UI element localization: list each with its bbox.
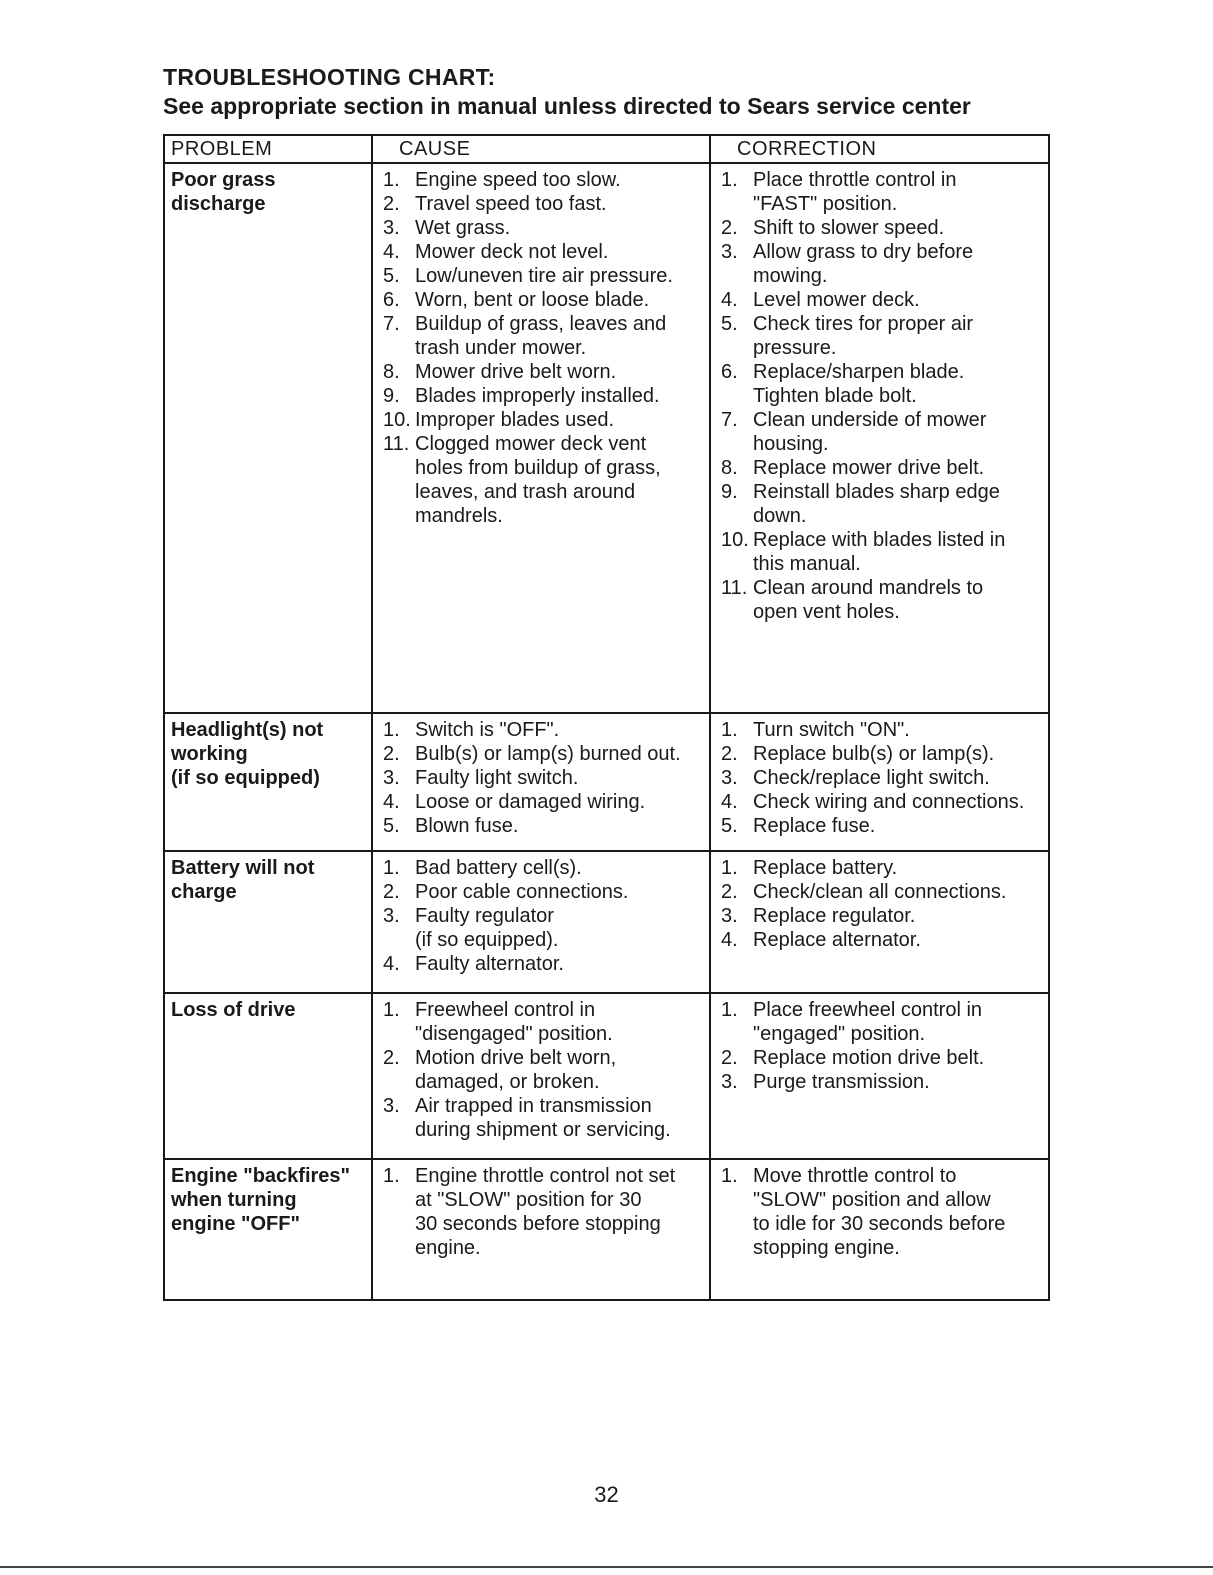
item-text: Replace regulator.	[753, 905, 916, 927]
item-number: 3.	[383, 905, 400, 927]
item-number: 4.	[383, 791, 400, 813]
list-item	[717, 288, 1044, 312]
item-text: Loose or damaged wiring.	[415, 791, 646, 813]
list-item	[717, 480, 1044, 528]
troubleshooting-table	[163, 134, 1050, 1301]
list-item	[717, 742, 1044, 766]
item-number: 3.	[721, 767, 738, 789]
bottom-rule	[0, 1566, 1213, 1568]
column-header-problem: PROBLEM	[164, 135, 372, 163]
problem-cell	[164, 851, 372, 993]
item-text: Travel speed too fast.	[415, 193, 607, 215]
item-number: 10.	[721, 529, 749, 551]
list-item	[379, 432, 705, 528]
item-text: Check/clean all connections.	[753, 881, 1007, 903]
item-number: 9.	[721, 481, 738, 503]
item-text: Clean around mandrels to open vent holes.	[753, 577, 984, 623]
item-number: 3.	[721, 1071, 738, 1093]
correction-cell	[710, 163, 1049, 713]
list-item	[379, 904, 705, 952]
list-item	[379, 718, 705, 742]
list-item	[379, 216, 705, 240]
correction-list	[717, 718, 1044, 838]
item-text: Turn switch "ON".	[753, 719, 910, 741]
item-text: Replace alternator.	[753, 929, 921, 951]
item-number: 2.	[383, 881, 400, 903]
item-number: 2.	[721, 881, 738, 903]
list-item	[717, 576, 1044, 624]
item-text: Engine throttle control not set at "SLOW" position for 30 30 seconds before stopping engine.	[415, 1165, 676, 1259]
list-item	[379, 856, 705, 880]
item-number: 10.	[383, 409, 411, 431]
item-number: 3.	[383, 1095, 400, 1117]
page-title: TROUBLESHOOTING CHART:	[163, 64, 496, 90]
item-text: Check tires for proper air pressure.	[753, 313, 974, 359]
item-text: Switch is "OFF".	[415, 719, 560, 741]
table-row	[164, 713, 1049, 851]
list-item	[379, 1164, 705, 1260]
correction-list	[717, 1164, 1044, 1260]
item-number: 7.	[383, 313, 400, 335]
item-text: Motion drive belt worn, damaged, or broken.	[415, 1047, 617, 1093]
list-item	[717, 456, 1044, 480]
item-number: 3.	[383, 767, 400, 789]
item-number: 5.	[721, 815, 738, 837]
item-number: 8.	[383, 361, 400, 383]
item-text: Bulb(s) or lamp(s) burned out.	[415, 743, 681, 765]
item-number: 4.	[721, 289, 738, 311]
item-text: Replace battery.	[753, 857, 898, 879]
item-text: Replace bulb(s) or lamp(s).	[753, 743, 995, 765]
table-header-row	[164, 135, 1049, 163]
item-text: Reinstall blades sharp edge down.	[753, 481, 1000, 527]
item-text: Faulty regulator (if so equipped).	[415, 905, 559, 951]
item-number: 1.	[721, 857, 738, 879]
item-text: Allow grass to dry before mowing.	[753, 241, 974, 287]
list-item	[717, 1046, 1044, 1070]
table-row	[164, 993, 1049, 1159]
cause-list	[379, 998, 705, 1142]
page-subtitle: See appropriate section in manual unless directed to Sears service center	[163, 93, 971, 119]
cause-list	[379, 168, 705, 528]
column-header-correction: CORRECTION	[710, 135, 1049, 163]
item-number: 7.	[721, 409, 738, 431]
item-text: Low/uneven tire air pressure.	[415, 265, 673, 287]
list-item	[379, 814, 705, 838]
list-item	[379, 408, 705, 432]
item-text: Blown fuse.	[415, 815, 519, 837]
item-text: Replace fuse.	[753, 815, 876, 837]
item-text: Mower drive belt worn.	[415, 361, 617, 383]
item-number: 1.	[721, 169, 738, 191]
problem-line: Poor grass	[171, 169, 276, 191]
item-text: Bad battery cell(s).	[415, 857, 582, 879]
item-number: 3.	[383, 217, 400, 239]
item-text: Faulty alternator.	[415, 953, 564, 975]
item-number: 5.	[383, 265, 400, 287]
item-text: Shift to slower speed.	[753, 217, 945, 239]
cause-cell	[372, 851, 710, 993]
problem-line: engine "OFF"	[171, 1213, 300, 1235]
item-number: 9.	[383, 385, 400, 407]
cause-cell	[372, 163, 710, 713]
list-item	[717, 528, 1044, 576]
item-text: Purge transmission.	[753, 1071, 930, 1093]
cause-list	[379, 856, 705, 976]
correction-cell	[710, 713, 1049, 851]
list-item	[379, 384, 705, 408]
list-item	[717, 1164, 1044, 1260]
problem-line: (if so equipped)	[171, 767, 320, 789]
list-item	[717, 928, 1044, 952]
item-text: Place freewheel control in "engaged" position.	[753, 999, 983, 1045]
item-number: 5.	[721, 313, 738, 335]
problem-line: Loss of drive	[171, 999, 296, 1021]
list-item	[717, 216, 1044, 240]
item-text: Place throttle control in "FAST" position.	[753, 169, 957, 215]
list-item	[379, 766, 705, 790]
item-text: Engine speed too slow.	[415, 169, 621, 191]
correction-cell	[710, 993, 1049, 1159]
item-text: Air trapped in transmission during shipment or servicing.	[415, 1095, 671, 1141]
item-number: 8.	[721, 457, 738, 479]
item-number: 4.	[721, 791, 738, 813]
problem-line: charge	[171, 881, 237, 903]
item-number: 11.	[721, 577, 748, 599]
problem-line: Headlight(s) not	[171, 719, 324, 741]
item-number: 1.	[383, 857, 400, 879]
correction-list	[717, 168, 1044, 624]
list-item	[717, 790, 1044, 814]
item-number: 1.	[383, 719, 400, 741]
item-text: Improper blades used.	[415, 409, 615, 431]
item-number: 1.	[383, 1165, 400, 1187]
item-text: Blades improperly installed.	[415, 385, 660, 407]
item-number: 1.	[721, 999, 738, 1021]
item-number: 2.	[721, 1047, 738, 1069]
list-item	[717, 312, 1044, 360]
table-row	[164, 851, 1049, 993]
list-item	[379, 952, 705, 976]
item-number: 6.	[383, 289, 400, 311]
list-item	[379, 1046, 705, 1094]
list-item	[379, 998, 705, 1046]
problem-line: working	[171, 743, 248, 765]
list-item	[717, 814, 1044, 838]
list-item	[379, 264, 705, 288]
item-text: Freewheel control in "disengaged" position.	[415, 999, 613, 1045]
item-number: 1.	[383, 169, 400, 191]
cause-list	[379, 1164, 705, 1260]
list-item	[379, 880, 705, 904]
column-header-cause: CAUSE	[372, 135, 710, 163]
item-text: Replace motion drive belt.	[753, 1047, 985, 1069]
item-text: Clogged mower deck vent holes from buildup of grass, leaves, and trash around mandrels.	[415, 433, 661, 527]
item-number: 2.	[721, 217, 738, 239]
table-row	[164, 1159, 1049, 1300]
item-number: 4.	[383, 241, 400, 263]
problem-line: when turning	[171, 1189, 297, 1211]
item-text: Replace with blades listed in this manual.	[753, 529, 1006, 575]
item-number: 11.	[383, 433, 410, 455]
cause-cell	[372, 1159, 710, 1300]
correction-list	[717, 998, 1044, 1094]
item-number: 2.	[383, 193, 400, 215]
correction-cell	[710, 851, 1049, 993]
list-item	[717, 766, 1044, 790]
cause-cell	[372, 713, 710, 851]
item-text: Worn, bent or loose blade.	[415, 289, 650, 311]
item-text: Faulty light switch.	[415, 767, 579, 789]
item-number: 1.	[721, 719, 738, 741]
page-number: 32	[594, 1482, 619, 1507]
item-text: Mower deck not level.	[415, 241, 609, 263]
cause-list	[379, 718, 705, 838]
item-text: Poor cable connections.	[415, 881, 629, 903]
item-number: 1.	[721, 1165, 738, 1187]
item-number: 2.	[721, 743, 738, 765]
item-text: Replace/sharpen blade. Tighten blade bolt.	[753, 361, 965, 407]
item-number: 1.	[383, 999, 400, 1021]
problem-cell	[164, 993, 372, 1159]
problem-cell	[164, 713, 372, 851]
list-item	[717, 1070, 1044, 1094]
table-row	[164, 163, 1049, 713]
list-item	[717, 856, 1044, 880]
list-item	[379, 1094, 705, 1142]
item-number: 4.	[383, 953, 400, 975]
correction-list	[717, 856, 1044, 952]
list-item	[379, 312, 705, 360]
item-text: Level mower deck.	[753, 289, 920, 311]
list-item	[717, 998, 1044, 1046]
problem-line: Engine "backfires"	[171, 1165, 351, 1187]
list-item	[379, 192, 705, 216]
item-number: 5.	[383, 815, 400, 837]
item-text: Replace mower drive belt.	[753, 457, 985, 479]
problem-line: Battery will not	[171, 857, 315, 879]
item-text: Wet grass.	[415, 217, 511, 239]
item-text: Move throttle control to "SLOW" position and allow to idle for 30 seconds before stopping engine.	[753, 1165, 1006, 1259]
item-number: 6.	[721, 361, 738, 383]
list-item	[717, 240, 1044, 288]
list-item	[379, 790, 705, 814]
list-item	[717, 718, 1044, 742]
list-item	[717, 880, 1044, 904]
list-item	[379, 360, 705, 384]
item-number: 3.	[721, 905, 738, 927]
problem-cell	[164, 1159, 372, 1300]
table-body	[164, 163, 1049, 1300]
list-item	[717, 904, 1044, 928]
list-item	[717, 360, 1044, 408]
list-item	[379, 240, 705, 264]
list-item	[379, 742, 705, 766]
list-item	[717, 408, 1044, 456]
correction-cell	[710, 1159, 1049, 1300]
item-number: 2.	[383, 1047, 400, 1069]
item-text: Check/replace light switch.	[753, 767, 990, 789]
problem-cell	[164, 163, 372, 713]
item-text: Buildup of grass, leaves and trash under mower.	[415, 313, 667, 359]
item-number: 4.	[721, 929, 738, 951]
list-item	[717, 168, 1044, 216]
item-number: 2.	[383, 743, 400, 765]
item-number: 3.	[721, 241, 738, 263]
list-item	[379, 168, 705, 192]
cause-cell	[372, 993, 710, 1159]
item-text: Check wiring and connections.	[753, 791, 1025, 813]
list-item	[379, 288, 705, 312]
item-text: Clean underside of mower housing.	[753, 409, 987, 455]
problem-line: discharge	[171, 193, 266, 215]
